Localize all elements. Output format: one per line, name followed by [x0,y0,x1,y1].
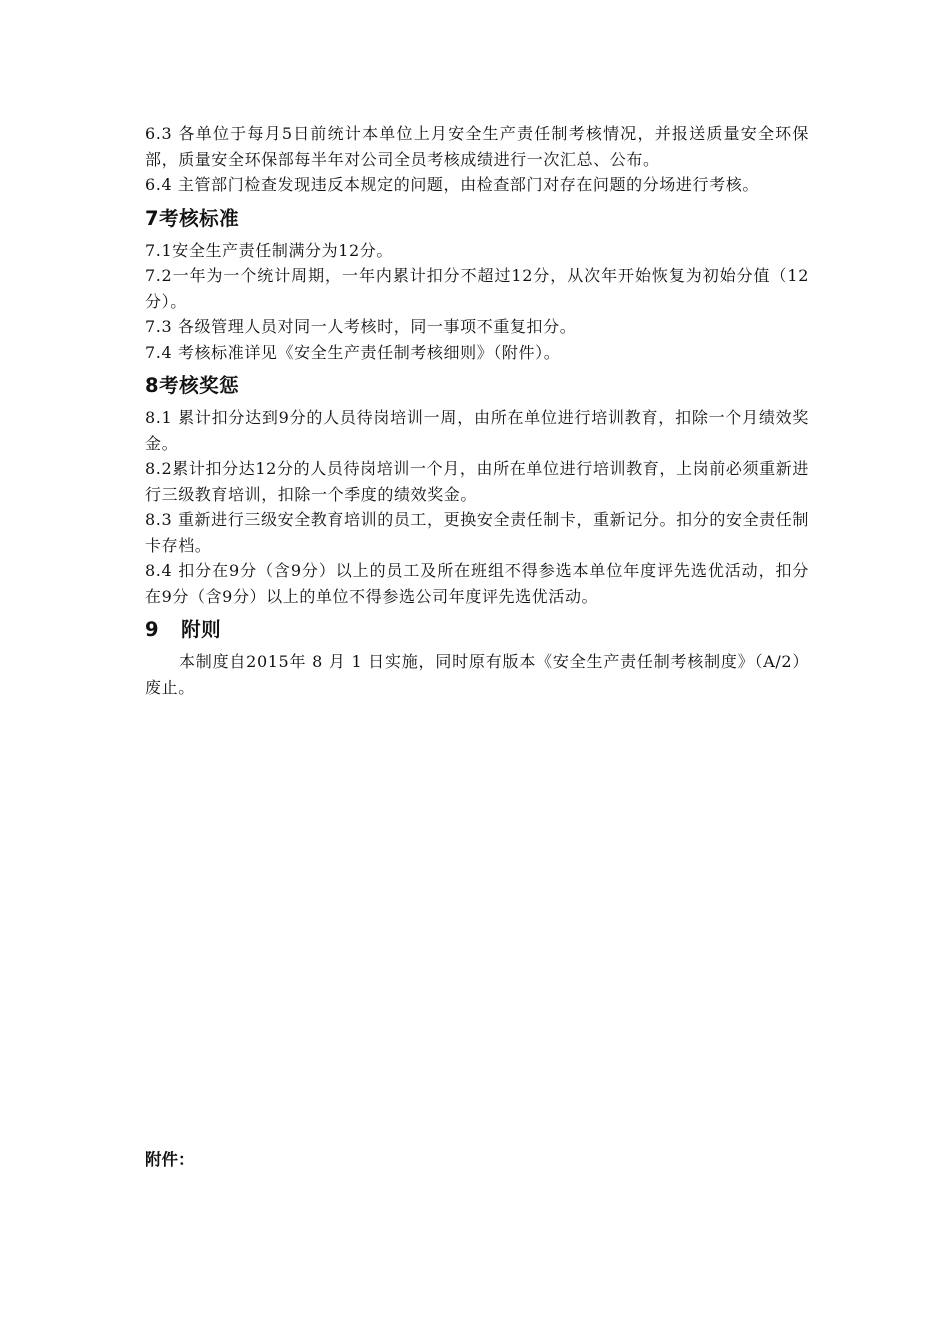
paragraph-8-3: 8.3 重新进行三级安全教育培训的员工，更换安全责任制卡，重新记分。扣分的安全责任制卡存档。 [145,510,809,555]
paragraph-9-body: 本制度自2015年 8 月 1 日实施，同时原有版本《安全生产责任制考核制度》（A/2）废止。 [145,652,809,697]
paragraph-8-2: 8.2累计扣分达12分的人员待岗培训一个月，由所在单位进行培训教育，上岗前必须重新进行三级教育培训，扣除一个季度的绩效奖金。 [145,459,809,504]
section-9-number: 9 [145,618,160,641]
paragraph-6-3: 6.3 各单位于每月5日前统计本单位上月安全生产责任制考核情况，并报送质量安全环保部，质量安全环保部每半年对公司全员考核成绩进行一次汇总、公布。 [145,124,809,169]
document-body [145,121,809,700]
paragraph-8-4: 8.4 扣分在9分（含9分）以上的员工及所在班组不得参选本单位年度评先选优活动，扣分在9分（含9分）以上的单位不得参选公司年度评先选优活动。 [145,561,809,606]
section-8-heading: 8考核奖惩 [145,374,240,397]
section-9-heading [145,617,809,643]
paragraph-7-2: 7.2一年为一个统计周期，一年内累计扣分不超过12分，从次年开始恢复为初始分值（12分）。 [145,266,809,311]
attachment-label: 附件： [145,1150,195,1169]
paragraph-7-3: 7.3 各级管理人员对同一人考核时，同一事项不重复扣分。 [145,317,577,336]
section-7-heading: 7考核标准 [145,206,240,230]
paragraph-7-4: 7.4 考核标准详见《安全生产责任制考核细则》（附件）。 [145,342,561,362]
paragraph-6-4: 6.4 主管部门检查发现违反本规定的问题，由检查部门对存在问题的分场进行考核。 [145,175,759,194]
paragraph-8-1: 8.1 累计扣分达到9分的人员待岗培训一周，由所在单位进行培训教育，扣除一个月绩效奖金。 [145,408,809,453]
section-9-title: 附则 [181,618,222,641]
paragraph-7-1: 7.1安全生产责任制满分为12分。 [145,240,394,260]
